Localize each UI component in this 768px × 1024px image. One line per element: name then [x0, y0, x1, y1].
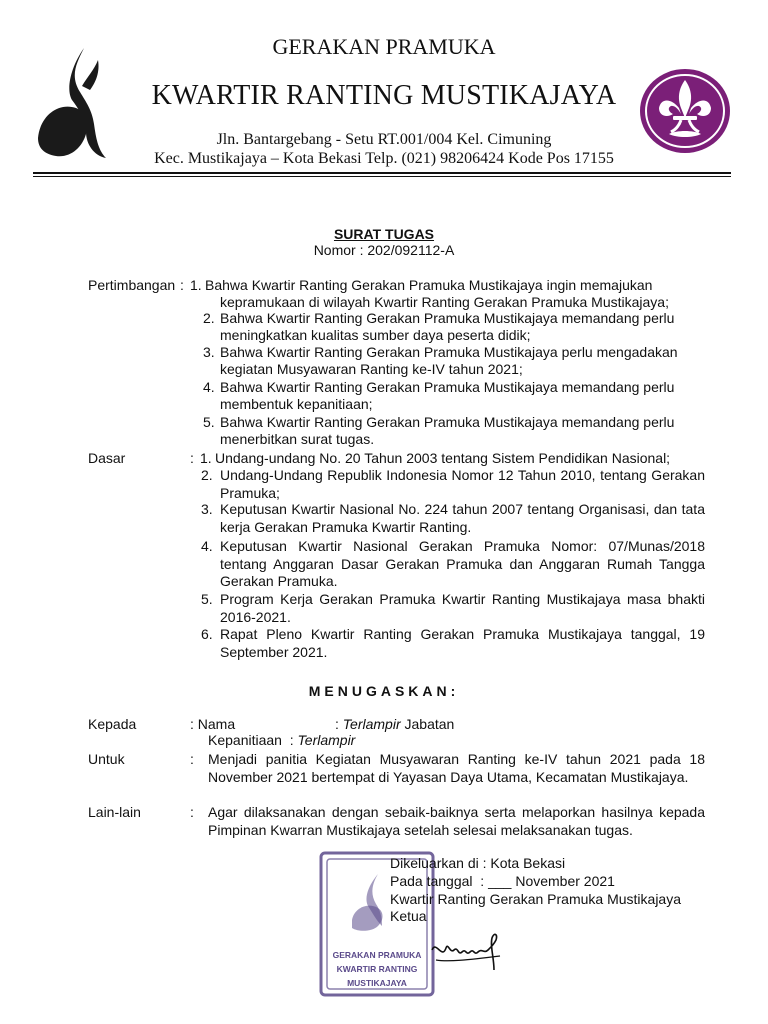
signature-icon [428, 920, 508, 981]
dasar-item-number: 1. [200, 450, 212, 466]
pertimbangan-item-line: kegiatan Musyawaran Ranting ke-IV tahun 2021; [220, 361, 523, 377]
untuk-text: Menjadi panitia Kegiatan Musyawaran Ranting ke-IV tahun 2021 pada 18 November 2021 bertempat di Yayasan Daya Utama, Kecamatan Mustikajaya. [208, 751, 705, 785]
date-value: ___ November 2021 [488, 873, 615, 889]
lain-lain-text: Agar dilaksanakan dengan sebaik-baiknya serta melaporkan hasilnya kepada Pimpinan Kwarran Mustikajaya setelah selesai melaksanakan tugas. [208, 804, 705, 838]
dasar-item-text: Keputusan Kwartir Nasional No. 224 tahun 2007 tentang Organisasi, dan tata kerja Gerakan Pramuka Kwartir Ranting. [220, 501, 705, 535]
pertimbangan-item-number: 3. [203, 344, 215, 360]
date-label: Pada tanggal [390, 873, 473, 889]
pertimbangan-label: Pertimbangan [88, 277, 176, 293]
pertimbangan-item-line: Bahwa Kwartir Ranting Gerakan Pramuka Mustikajaya memandang perlu [220, 379, 675, 395]
menugaskan-heading: MENUGASKAN: [308, 683, 460, 699]
dasar-item-text: Program Kerja Gerakan Pramuka Kwartir Ranting Mustikajaya masa bhakti 2016-2021. [220, 591, 705, 625]
dasar-item-number: 2. [201, 467, 213, 483]
dasar-item-number: 4. [201, 538, 213, 554]
kepada-label: Kepada [88, 716, 137, 732]
dasar-item-number: 6. [201, 626, 213, 642]
pertimbangan-item-line: Bahwa Kwartir Ranting Gerakan Pramuka Mustikajaya ingin memajukan [205, 277, 653, 293]
letterhead-address-line-1: Jln. Bantargebang - Setu RT.001/004 Kel. Cimuning [216, 131, 552, 148]
issued-label: Dikeluarkan di [390, 855, 479, 871]
pertimbangan-item-line: kepramukaan di wilayah Kwartir Ranting Gerakan Pramuka Mustikajaya; [220, 294, 669, 310]
dasar-label: Dasar [88, 450, 126, 466]
closing-role: Ketua [390, 908, 427, 924]
dasar-item-number: 3. [201, 501, 213, 517]
letterhead-rule-thin [33, 176, 731, 177]
stamp-line: GERAKAN PRAMUKA [332, 950, 422, 960]
untuk-label: Untuk [88, 751, 125, 767]
document-title: SURAT TUGAS [333, 226, 435, 242]
letterhead-title: KWARTIR RANTING MUSTIKAJAYA [151, 80, 617, 111]
dasar-item-text: Undang-undang No. 20 Tahun 2003 tentang Sistem Pendidikan Nasional; [215, 450, 671, 466]
stamp-text [318, 948, 436, 990]
pertimbangan-item-line: menerbitkan surat tugas. [220, 431, 375, 447]
pertimbangan-item-line: Bahwa Kwartir Ranting Gerakan Pramuka Mustikajaya perlu mengadakan [220, 344, 678, 360]
document-number: Nomor : 202/092112-A [313, 242, 455, 258]
issued-value: Kota Bekasi [490, 855, 566, 871]
kepanitiaan-label: Kepanitiaan [208, 732, 282, 748]
kepada-row: : Nama [190, 716, 236, 732]
pertimbangan-item-line: Bahwa Kwartir Ranting Gerakan Pramuka Mustikajaya memandang perlu [220, 310, 675, 326]
date-row: Pada tanggal : ___ November 2021 [390, 873, 615, 889]
dasar-colon: : [190, 450, 194, 466]
letterhead-rule-thick [33, 172, 731, 174]
closing-org: Kwartir Ranting Gerakan Pramuka Mustikajaya [390, 891, 682, 907]
kepanitiaan-row: Kepanitiaan : Terlampir [208, 732, 356, 748]
dasar-item-number: 5. [201, 591, 213, 607]
stamp-line: MUSTIKAJAYA [347, 978, 407, 988]
scout-fleur-de-lis-emblem-icon [639, 68, 731, 159]
nama-label: Nama [197, 716, 236, 732]
pertimbangan-item-line: membentuk kepanitiaan; [220, 396, 373, 412]
pertimbangan-item-line: meningkatkan kualitas sumber daya peserta didik; [220, 327, 531, 343]
nama-value: Terlampir [342, 716, 401, 732]
kepada-row-values: : Terlampir Jabatan [335, 716, 455, 732]
dasar-item-text: Undang-Undang Republik Indonesia Nomor 12 Tahun 2010, tentang Gerakan Pramuka; [220, 467, 705, 501]
pertimbangan-item-line: Bahwa Kwartir Ranting Gerakan Pramuka Mustikajaya memandang perlu [220, 414, 675, 430]
lain-lain-label: Lain-lain [88, 804, 141, 820]
pertimbangan-item-number: 1. [190, 277, 202, 293]
letterhead-address-line-2: Kec. Mustikajaya – Kota Bekasi Telp. (021) 98206424 Kode Pos 17155 [154, 150, 614, 167]
stamp-line: KWARTIR RANTING [336, 964, 418, 974]
lain-lain-colon: : [190, 804, 194, 820]
kepanitiaan-value: Terlampir [297, 732, 356, 748]
pertimbangan-colon: : [180, 277, 184, 293]
pertimbangan-item-number: 2. [203, 310, 215, 326]
letterhead-org: GERAKAN PRAMUKA [272, 34, 496, 59]
untuk-colon: : [190, 751, 194, 767]
dasar-item-text: Rapat Pleno Kwartir Ranting Gerakan Pramuka Mustikajaya tanggal, 19 September 2021. [220, 626, 705, 660]
issued-row: Dikeluarkan di : Kota Bekasi [390, 855, 566, 871]
dasar-item-text: Keputusan Kwartir Nasional Gerakan Pramuka Nomor: 07/Munas/2018 tentang Anggaran Dasar Gerakan Pramuka dan Anggaran Rumah Tangga Gerakan Pramuka. [220, 538, 705, 589]
pertimbangan-item-number: 5. [203, 414, 215, 430]
pertimbangan-item-number: 4. [203, 379, 215, 395]
jabatan-label: Jabatan [404, 716, 455, 732]
